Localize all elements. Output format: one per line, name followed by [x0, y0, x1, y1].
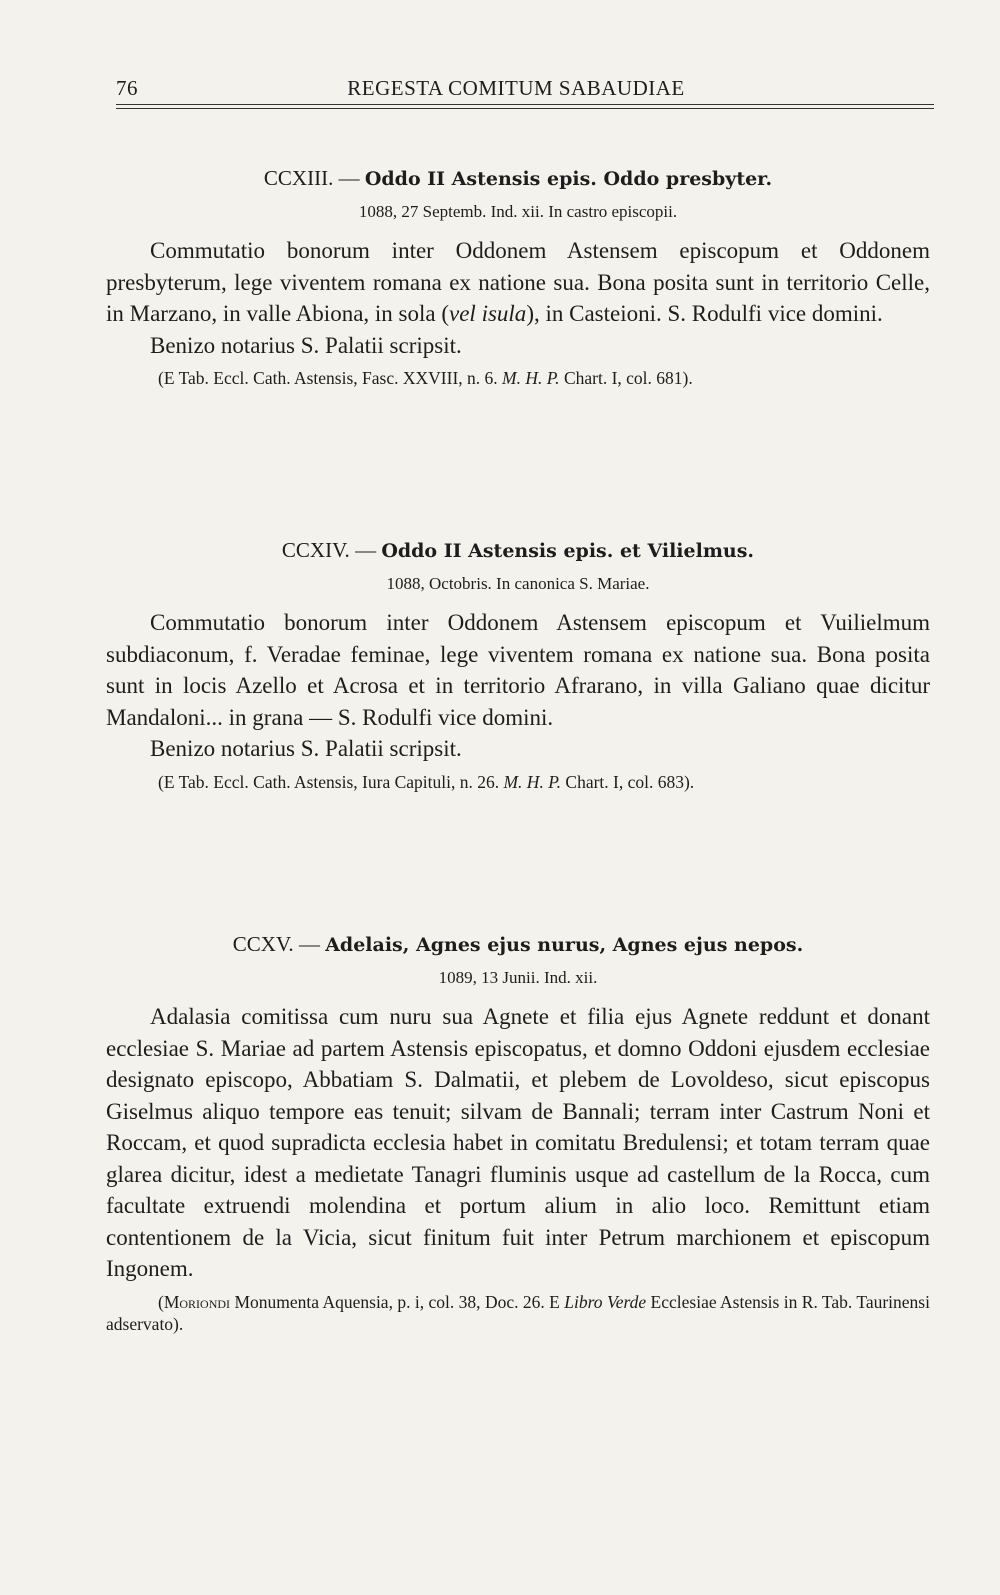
charter-date: 1089, 13 Junii. Ind. xii.: [438, 968, 598, 987]
body-text: Commutatio bonorum inter Oddonem Astensem episcopum et Vuilielmum subdiaconum, f. Veradae feminae, lege viventem romana ex natione sua. Bona posita sunt in locis Azello et Acrosa et in territorio Afrarano, in villa Galiano quae dicitur Mandaloni... in grana — S. Rodulfi vice domini.: [106, 610, 930, 730]
charter-body: [106, 1001, 930, 1285]
source-italic: M. H. P.: [502, 368, 560, 388]
charter-ccxv: [106, 930, 930, 1335]
body-text: Adalasia comitissa cum nuru sua Agnete et filia ejus Agnete reddunt et donant ecclesiae S. Mariae ad partem Astensis episcopatus, et domno Oddoni ejusdem ecclesiae designato episcopo, Abbatiam S. Dalmatii, et plebem de Lovoldeso, sicut episcopus Giselmus aliquo tempore eas tenuit; silvam de Bannali; terram inter Castrum Noni et Roccam, et quod supradicta ecclesia habet in comitatu Bredulensi; et totam terram quae glarea dicitur, idest a medietate Tanagri fluminis usque ad castellum de la Rocca, cum facultate extruendi molendina et portum alium in alio loco. Remittunt etiam contentionem de la Vicia, sicut finitum fuit inter Petrum marchionem et episcopum Ingonem.: [106, 1004, 930, 1281]
source-italic: M. H. P.: [503, 771, 562, 792]
source-text: (E Tab. Eccl. Cath. Astensis, Fasc. XXVIII, n. 6.: [158, 368, 503, 388]
source-note: [106, 771, 930, 793]
charter-number: CCXV.: [232, 932, 294, 956]
charter-body: [106, 235, 930, 330]
source-text-end: Chart. I, col. 683).: [561, 771, 695, 792]
charter-heading: [106, 164, 930, 193]
charter-title: Oddo II Astensis epis. Oddo presbyter.: [364, 168, 773, 190]
body-text: Commutatio bonorum inter Oddonem Astensem episcopum et Oddonem presbyterum, lege viventem romana ex natione sua. Bona posita sunt in territorio Celle, in Marzano, in valle Abiona, in sola (: [106, 238, 930, 326]
source-text-end: Chart. I, col. 681).: [559, 368, 693, 388]
charter-number: CCXIII.: [263, 166, 334, 190]
source-note: [106, 367, 930, 389]
body-italic: vel isula: [449, 301, 527, 326]
charter-heading: [106, 536, 930, 565]
charter-title: Adelais, Agnes ejus nurus, Agnes ejus nepos.: [325, 934, 804, 956]
charter-title: Oddo II Astensis epis. et Vilielmus.: [381, 540, 755, 562]
charter-number: CCXIV.: [281, 538, 350, 562]
source-italic: Libro Verde: [564, 1291, 647, 1312]
running-head: [116, 70, 916, 100]
source-note: [106, 1291, 930, 1335]
source-text: (: [158, 1291, 164, 1312]
charter-date: 1088, 27 Septemb. Ind. xii. In castro episcopii.: [358, 202, 678, 221]
source-text-mid: Monumenta Aquensia, p. i, col. 38, Doc. 26. E: [230, 1291, 565, 1312]
heading-dash: —: [333, 166, 365, 190]
charter-heading: [106, 930, 930, 959]
source-author: Moriondi: [163, 1291, 231, 1312]
header-rule: [116, 104, 934, 105]
notary-line: Benizo notarius S. Palatii scripsit.: [150, 736, 462, 761]
charter-body: [106, 607, 930, 733]
heading-dash: —: [293, 932, 326, 956]
header-rule-thin: [116, 108, 934, 109]
running-title: REGESTA COMITUM SABAUDIAE: [347, 76, 685, 100]
heading-dash: —: [349, 538, 382, 562]
body-text-end: ), in Casteioni. S. Rodulfi vice domini.: [526, 301, 883, 326]
charter-ccxiii: [106, 164, 930, 389]
charter-ccxiv: [106, 536, 930, 793]
notary-line: Benizo notarius S. Palatii scripsit.: [150, 332, 462, 358]
charter-date: 1088, Octobris. In canonica S. Mariae.: [386, 574, 650, 593]
page-number: 76: [116, 76, 138, 100]
source-text: (E Tab. Eccl. Cath. Astensis, Iura Capituli, n. 26.: [158, 771, 504, 792]
source-text-end: Ecclesiae Astensis in R. Tab. Taurinensi adservato).: [106, 1291, 930, 1334]
